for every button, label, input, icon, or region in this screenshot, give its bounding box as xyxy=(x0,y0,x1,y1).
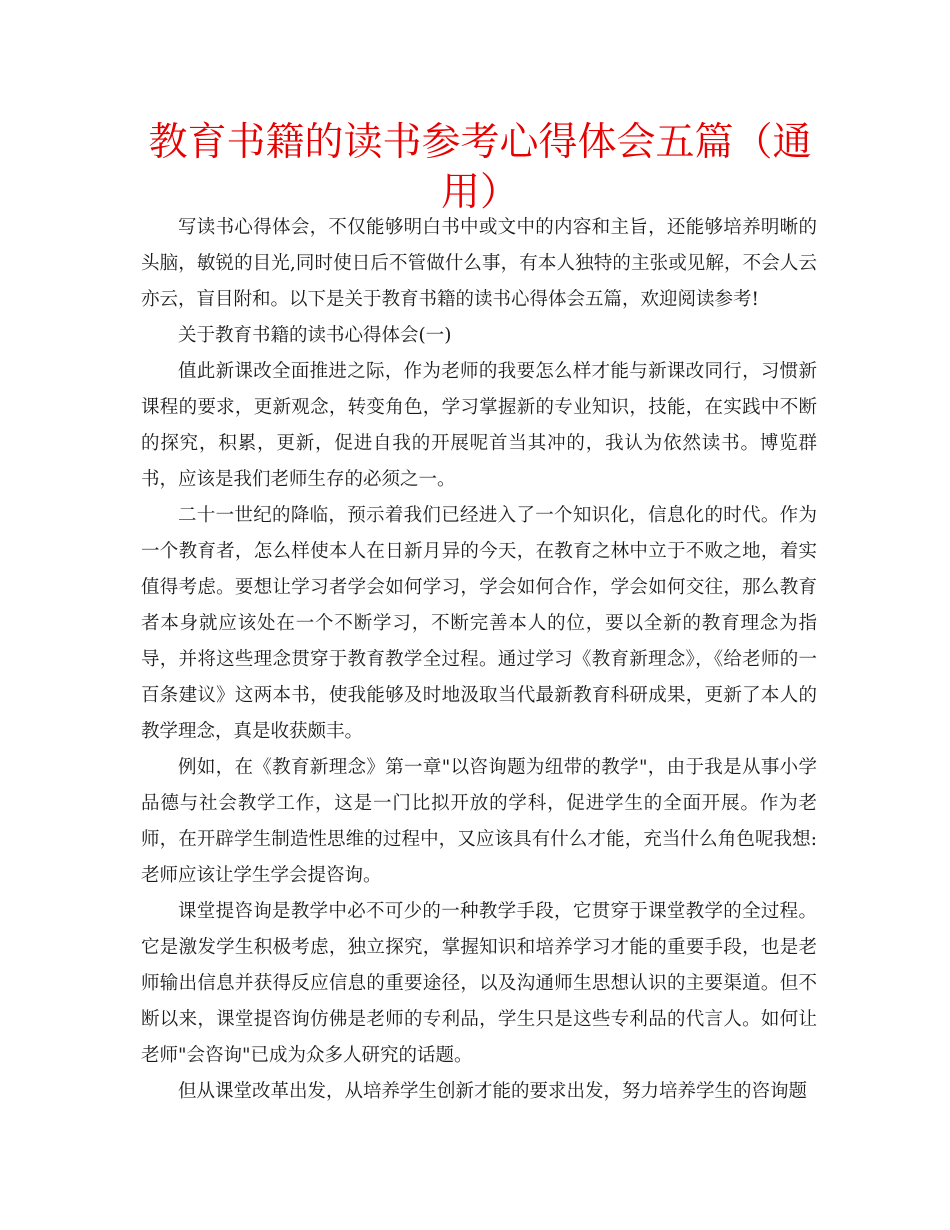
body-paragraph: 值此新课改全面推进之际，作为老师的我要怎么样才能与新课改同行，习惯新课程的要求，更新观念，转变角色，学习掌握新的专业知识，技能，在实践中不断的探究，积累，更新，促进自我的开展呢首当其冲的，我认为依然读书。博览群书，应该是我们老师生存的必须之一。 xyxy=(141,361,817,490)
body-paragraph: 例如，在《教育新理念》第一章"以咨询题为纽带的教学"，由于我是从事小学品德与社会教学工作，这是一门比拟开放的学科，促进学生的全面开展。作为老师，在开辟学生制造性思维的过程中，又应该具有什么才能，充当什么角色呢我想:老师应该让学生学会提咨询。 xyxy=(141,757,817,886)
body-paragraph: 但从课堂改革出发，从培养学生创新才能的要求出发，努力培养学生的咨询题 xyxy=(178,1081,808,1102)
document-title: 教育书籍的读书参考心得体会五篇（通用） xyxy=(148,120,812,215)
document-body xyxy=(141,210,817,1110)
intro-paragraph: 写读书心得体会，不仅能够明白书中或文中的内容和主旨，还能够培养明晰的头脑，敏锐的目光,同时使日后不管做什么事，有本人独特的主张或见解，不会人云亦云，盲目附和。以下是关于教育书籍的读书心得体会五篇，欢迎阅读参考! xyxy=(141,217,817,310)
body-paragraph: 课堂提咨询是教学中必不可少的一种教学手段，它贯穿于课堂教学的全过程。它是激发学生积极考虑，独立探究，掌握知识和培养学习才能的重要手段，也是老师输出信息并获得反应信息的重要途径，以及沟通师生思想认识的主要渠道。但不断以来，课堂提咨询仿佛是老师的专利品，学生只是这些专利品的代言人。如何让老师"会咨询"已成为众多人研究的话题。 xyxy=(141,901,817,1066)
section-heading: 关于教育书籍的读书心得体会(一) xyxy=(178,325,452,346)
body-paragraph: 二十一世纪的降临，预示着我们已经进入了一个知识化，信息化的时代。作为一个教育者，怎么样使本人在日新月异的今天，在教育之林中立于不败之地，着实值得考虑。要想让学习者学会如何学习，学会如何合作，学会如何交往，那么教育者本身就应该处在一个不断学习，不断完善本人的位，要以全新的教育理念为指导，并将这些理念贯穿于教育教学全过程。通过学习《教育新理念》，《给老师的一百条建议》这两本书，使我能够及时地汲取当代最新教育科研成果，更新了本人的教学理念，真是收获颇丰。 xyxy=(141,505,817,742)
